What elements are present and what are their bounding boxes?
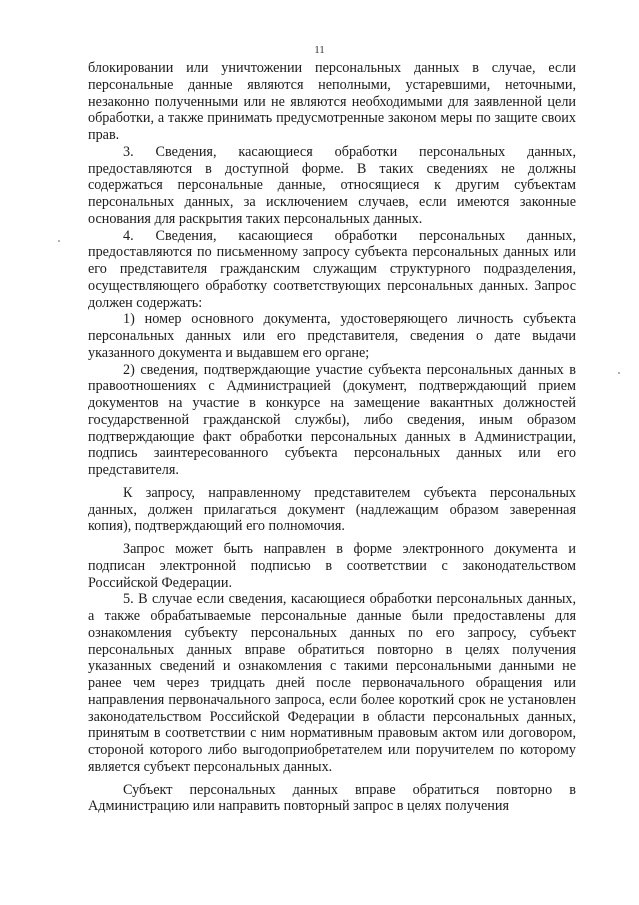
paragraph-item-3: 3. Сведения, касающиеся обработки персональных данных, предоставляются в доступной форме. В таких сведениях не должны содержаться персональные данные, относящиеся к другим субъектам персональных данных, за исключением случаев, если имеются законные основания для раскрытия таких персональных данных. [88, 143, 576, 227]
paragraph-representative-request: К запросу, направленному представителем субъекта персональных данных, должен прилагаться документ (надлежащим образом заверенная копия), подтверждающий его полномочия. [88, 484, 576, 535]
scan-speck [58, 240, 60, 242]
paragraph-continuation: блокировании или уничтожении персональных данных в случае, если персональные данные являются неполными, устаревшими, неточными, незаконно полученными или не являются необходимыми для заявленной цели обработки, а также принимать предусмотренные законом меры по защите своих прав. [88, 60, 576, 143]
paragraph-subitem-1: 1) номер основного документа, удостоверяющего личность субъекта персональных данных или его представителя, сведения о дате выдачи указанного документа и выдавшем его органе; [88, 311, 576, 361]
scan-speck [618, 372, 620, 374]
document-body [88, 60, 576, 815]
page-number: 11 [314, 44, 325, 56]
paragraph-item-4: 4. Сведения, касающиеся обработки персональных данных, предоставляются по письменному запросу субъекта персональных данных или его представителя гражданским служащим структурного подразделения, осуществляющего обработку соответствующих персональных данных. Запрос должен содержать: [88, 227, 576, 311]
paragraph-electronic-request: Запрос может быть направлен в форме электронного документа и подписан электронной подписью в соответствии с законодательством Российской Федерации. [88, 541, 576, 591]
paragraph-repeat-request: Субъект персональных данных вправе обратиться повторно в Администрацию или направить повторный запрос в целях получения [88, 781, 576, 815]
paragraph-item-5: 5. В случае если сведения, касающиеся обработки персональных данных, а также обрабатываемые персональные данные были предоставлены для ознакомления субъекту персональных данных по его запросу, субъект персональных данных вправе обратиться повторно в целях получения указанных сведений и ознакомления с такими персональными данными не ранее чем через тридцать дней после первоначального обращения или направления первоначального запроса, если более короткий срок не установлен законодательством Российской Федерации в области персональных данных, принятым в соответствии с ним нормативным правовым актом или договором, стороной которого либо выгодоприобретателем или поручителем по которому является субъект персональных данных. [88, 591, 576, 775]
paragraph-subitem-2: 2) сведения, подтверждающие участие субъекта персональных данных в правоотношениях с Администрацией (документ, подтверждающий прием документов на участие в конкурсе на замещение вакантных должностей государственной гражданской службы), либо сведения, иным образом подтверждающие факт обработки персональных данных в Администрации, подпись заинтересованного субъекта персональных данных или его представителя. [88, 361, 576, 478]
